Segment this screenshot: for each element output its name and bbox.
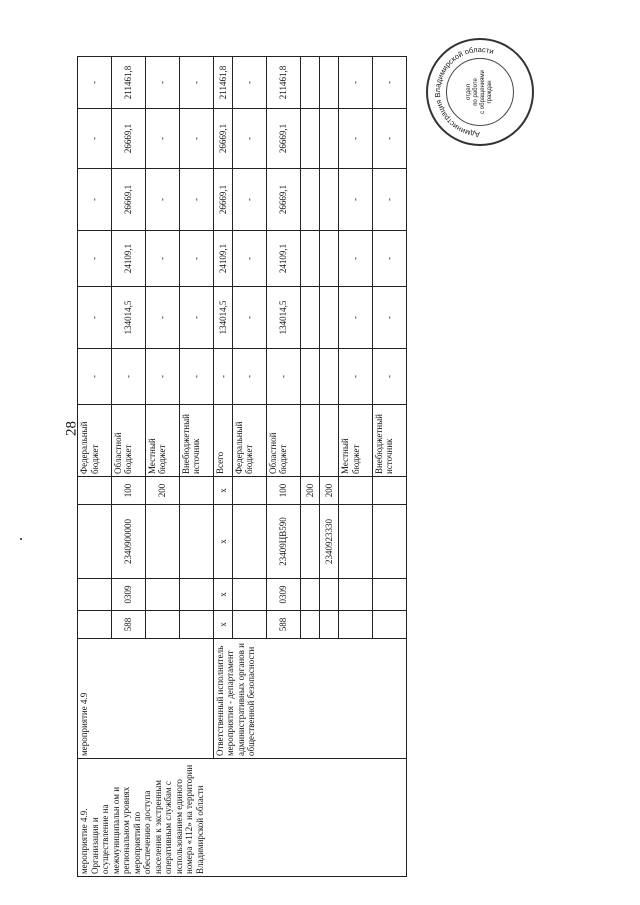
funding-source-cell: Всего <box>213 405 232 477</box>
amount-cell: 26669,1 <box>111 169 145 231</box>
amount-cell: - <box>179 109 213 169</box>
rz-cell: х <box>213 579 232 611</box>
amount-cell: - <box>145 349 179 405</box>
amount-cell: 26669,1 <box>111 109 145 169</box>
amount-cell: - <box>78 57 112 109</box>
amount-cell: - <box>232 287 266 349</box>
vr-cell: 100 <box>266 477 300 505</box>
amount-cell: 134014,5 <box>111 287 145 349</box>
amount-cell: - <box>372 349 406 405</box>
grbs-cell <box>78 611 112 639</box>
amount-cell: 24109,1 <box>266 231 300 287</box>
amount-cell <box>319 287 338 349</box>
grbs-cell <box>339 611 373 639</box>
amount-cell: - <box>145 109 179 169</box>
amount-cell: - <box>339 57 373 109</box>
grbs-cell <box>179 611 213 639</box>
vr-cell <box>179 477 213 505</box>
seal-center-line: с обращениями <box>480 70 486 114</box>
amount-cell: - <box>339 287 373 349</box>
amount-cell <box>319 349 338 405</box>
rotated-table-container <box>77 57 407 877</box>
seal-center-line: граждан <box>487 80 493 104</box>
funding-source-cell <box>319 405 338 477</box>
csr-cell <box>179 505 213 579</box>
amount-cell: - <box>78 349 112 405</box>
amount-cell <box>300 109 319 169</box>
csr-cell: 2340900000 <box>111 505 145 579</box>
amount-cell: 134014,5 <box>266 287 300 349</box>
amount-cell <box>300 287 319 349</box>
amount-cell: - <box>232 169 266 231</box>
amount-cell: 211461,8 <box>213 57 232 109</box>
amount-cell: - <box>372 57 406 109</box>
csr-cell <box>232 505 266 579</box>
funding-source-cell: Областной бюджет <box>111 405 145 477</box>
rz-cell: 0309 <box>111 579 145 611</box>
seal-ring-text: Администрация Владимирской области <box>432 44 495 140</box>
scan-speck <box>20 538 22 540</box>
grbs-cell: х <box>213 611 232 639</box>
amount-cell: - <box>145 57 179 109</box>
csr-cell: х <box>213 505 232 579</box>
funding-source-cell <box>300 405 319 477</box>
table-row <box>213 57 232 877</box>
rz-cell <box>179 579 213 611</box>
amount-cell: - <box>78 169 112 231</box>
funding-source-cell: Местный бюджет <box>145 405 179 477</box>
amount-cell: - <box>78 231 112 287</box>
amount-cell: 26669,1 <box>266 109 300 169</box>
rz-cell <box>339 579 373 611</box>
vr-cell: 200 <box>319 477 338 505</box>
csr-cell <box>78 505 112 579</box>
funding-source-cell: Внебюджетный источник <box>372 405 406 477</box>
funding-source-cell: Федеральный бюджет <box>78 405 112 477</box>
amount-cell: - <box>372 287 406 349</box>
grbs-cell: 588 <box>111 611 145 639</box>
vr-cell <box>78 477 112 505</box>
amount-cell: - <box>372 231 406 287</box>
amount-cell: - <box>266 349 300 405</box>
activity-label-cell: мероприятие 4.9 <box>78 639 214 759</box>
vr-cell: 100 <box>111 477 145 505</box>
amount-cell: - <box>179 169 213 231</box>
amount-cell: - <box>372 109 406 169</box>
amount-cell: - <box>213 349 232 405</box>
amount-cell: 211461,8 <box>266 57 300 109</box>
grbs-cell <box>372 611 406 639</box>
amount-cell: - <box>372 169 406 231</box>
grbs-cell <box>319 611 338 639</box>
amount-cell <box>319 109 338 169</box>
amount-cell: - <box>232 109 266 169</box>
funding-source-cell: Федеральный бюджет <box>232 405 266 477</box>
vr-cell <box>372 477 406 505</box>
amount-cell <box>319 169 338 231</box>
responsible-executor-cell: Ответственный исполнитель мероприятия - департамент административных органов и общественной безопасности <box>213 639 406 759</box>
amount-cell: - <box>145 287 179 349</box>
amount-cell: - <box>339 231 373 287</box>
amount-cell: 26669,1 <box>213 169 232 231</box>
amount-cell: - <box>339 169 373 231</box>
rz-cell <box>300 579 319 611</box>
amount-cell: - <box>179 287 213 349</box>
csr-cell <box>339 505 373 579</box>
official-seal <box>426 38 534 146</box>
seal-center-line: по работе <box>473 78 479 106</box>
amount-cell: - <box>339 109 373 169</box>
funding-source-cell: Местный бюджет <box>339 405 373 477</box>
amount-cell <box>300 231 319 287</box>
table-row <box>78 57 112 877</box>
amount-cell: - <box>111 349 145 405</box>
amount-cell: 24109,1 <box>213 231 232 287</box>
amount-cell: - <box>232 349 266 405</box>
amount-cell: 134014,5 <box>213 287 232 349</box>
amount-cell: - <box>179 349 213 405</box>
funding-source-cell: Внебюджетный источник <box>179 405 213 477</box>
seal-center-text <box>446 58 514 126</box>
rz-cell <box>145 579 179 611</box>
amount-cell: 24109,1 <box>111 231 145 287</box>
csr-cell <box>145 505 179 579</box>
amount-cell: - <box>339 349 373 405</box>
vr-cell: 200 <box>300 477 319 505</box>
page-number: 28 <box>63 421 80 436</box>
activity-title-cell: мероприятие 4.9. Организация и осуществление на межмуниципальн ом и региональном уровнях мероприятий по обеспечению доступа населения к экстренным оперативным службам с использованием единого номера «112» на территории Владимирской области <box>78 759 407 877</box>
csr-cell <box>300 505 319 579</box>
rz-cell: 0309 <box>266 579 300 611</box>
amount-cell <box>300 57 319 109</box>
amount-cell: - <box>78 109 112 169</box>
csr-cell: 23409ЦВ590 <box>266 505 300 579</box>
grbs-cell <box>145 611 179 639</box>
rz-cell <box>372 579 406 611</box>
amount-cell <box>300 169 319 231</box>
amount-cell: - <box>179 231 213 287</box>
grbs-cell: 588 <box>266 611 300 639</box>
csr-cell: 2340923330 <box>319 505 338 579</box>
amount-cell <box>300 349 319 405</box>
rz-cell <box>78 579 112 611</box>
amount-cell <box>319 231 338 287</box>
amount-cell <box>319 57 338 109</box>
vr-cell <box>339 477 373 505</box>
amount-cell: - <box>232 231 266 287</box>
grbs-cell <box>232 611 266 639</box>
amount-cell: - <box>145 169 179 231</box>
amount-cell: - <box>145 231 179 287</box>
rz-cell <box>232 579 266 611</box>
amount-cell: 26669,1 <box>213 109 232 169</box>
amount-cell: 211461,8 <box>111 57 145 109</box>
amount-cell: - <box>78 287 112 349</box>
funding-source-cell: Областной бюджет <box>266 405 300 477</box>
amount-cell: 26669,1 <box>266 169 300 231</box>
vr-cell <box>232 477 266 505</box>
csr-cell <box>372 505 406 579</box>
vr-cell: 200 <box>145 477 179 505</box>
vr-cell: х <box>213 477 232 505</box>
budget-table <box>77 56 407 877</box>
rz-cell <box>319 579 338 611</box>
grbs-cell <box>300 611 319 639</box>
seal-center-line: отдел <box>466 84 472 100</box>
amount-cell: - <box>232 57 266 109</box>
amount-cell: - <box>179 57 213 109</box>
